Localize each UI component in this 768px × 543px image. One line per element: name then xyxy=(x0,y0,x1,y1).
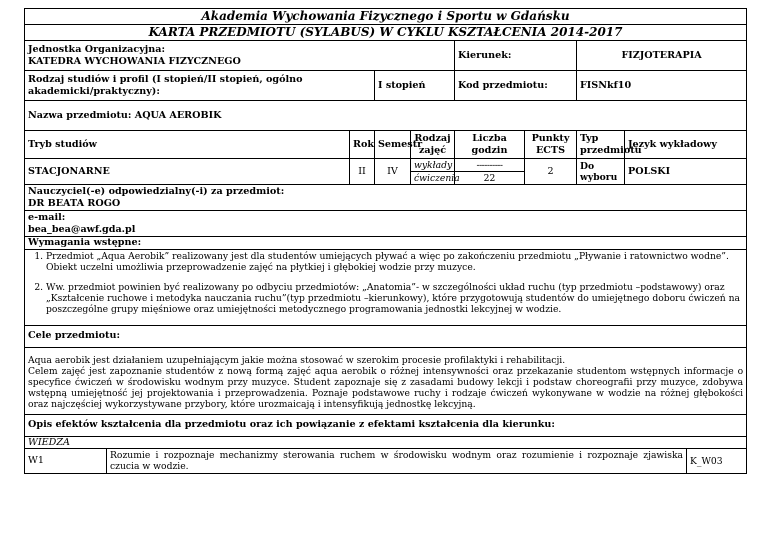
institution-title: Akademia Wychowania Fizycznego i Sportu w Gdańsku xyxy=(25,9,747,25)
col-hours: Liczba godzin xyxy=(455,131,525,159)
outcome-ref: K_W03 xyxy=(687,449,747,474)
unit-label: Jednostka Organizacyjna: xyxy=(28,44,166,55)
col-language: Język wykładowy xyxy=(625,131,747,159)
outcomes-label: Opis efektów kształcenia dla przedmiotu oraz ich powiązanie z efektami kształcenia dla kierunku: xyxy=(25,414,747,436)
teacher-label: Nauczyciel(-e) odpowiedzialny(-i) za przedmiot: xyxy=(28,186,285,197)
lecture-hours: ---------- xyxy=(455,159,525,172)
col-subject-type: Typ przedmiotu xyxy=(577,131,625,159)
exercise-label: ćwiczenia xyxy=(411,172,455,185)
ects-value: 2 xyxy=(525,159,577,185)
col-year: Rok xyxy=(350,131,375,159)
syllabus-sheet xyxy=(24,8,746,474)
direction-label: Kierunek: xyxy=(455,41,577,71)
goals-paragraph: Celem zajęć jest zapoznanie studentów z nową formą zajęć aqua aerobik o różnej intensywności oraz przekazanie studentom wstępnych informacje o specyfice ćwiczeń w środowisku wodnym przy muzyce. Student zapoznaje się z zasadami budowy lekcji i podstaw choreografii przy muzyce, zdobywa wstępną umiejętność jej projektowania i przeprowadzenia. Poznaje podstawowe ruchy i rodzaje ćwiczeń wykonywane w wodzie na różnej głębokości oraz najczęściej wykorzystywane przybory, które urozmaicają i intensyfikują jednostkę lekcyjną. xyxy=(28,365,744,410)
lecture-label: wykłady xyxy=(411,159,455,172)
code-label: Kod przedmiotu: xyxy=(455,71,577,101)
code-value: FISNkf10 xyxy=(577,71,747,101)
prerequisites-list xyxy=(28,251,743,316)
email-cell xyxy=(25,211,747,237)
syllabus-table xyxy=(24,8,747,474)
outcome-text: Rozumie i rozpoznaje mechanizmy sterowania ruchem w środowisku wodnym oraz rozumienie i rozpoznaje zjawiska czucia w wodzie. xyxy=(107,449,687,474)
col-semester: Semestr xyxy=(375,131,411,159)
prerequisites-cell xyxy=(25,249,747,325)
semester-value: IV xyxy=(375,159,411,185)
email-value[interactable]: bea_bea@awf.gda.pl xyxy=(28,223,136,235)
prerequisite-item: 1. Przedmiot „Aqua Aerobik” realizowany jest dla studentów umiejących pływać a więc po zakończeniu przedmiotu „Pływanie i ratownictwo wodne”. Obiekt uczelni umożliwia przeprowadzenie zajęć na płytkiej i głębokiej wodzie przy muzyce. xyxy=(46,251,743,273)
exercise-hours: 22 xyxy=(455,172,525,185)
unit-cell xyxy=(25,41,455,71)
goals-label: Cele przedmiotu: xyxy=(25,325,747,347)
teacher-name: DR BEATA ROGO xyxy=(28,197,121,209)
mode-value: STACJONARNE xyxy=(25,159,350,185)
prerequisite-item: 2. Ww. przedmiot powinien być realizowany po odbyciu przedmiotów: „Anatomia”- w szczególności układ ruchu (typ przedmiotu –podstawowy) oraz „Kształcenie ruchowe i metodyka nauczania ruchu”(typ przedmiotu –kierunkowy), które przygotowują studentów do umiejętnego doboru ćwiczeń na poszczególne grupy mięśniowe oraz umiejętności metodycznego programowania jednostki lekcyjnej w wodzie. xyxy=(46,282,743,316)
goals-line: Aqua aerobik jest działaniem uzupełniającym jakie można stosować w szerokim procesie profilaktyki i rehabilitacji. xyxy=(28,354,566,366)
year-value: II xyxy=(350,159,375,185)
direction-value: FIZJOTERAPIA xyxy=(577,41,747,71)
card-title: KARTA PRZEDMIOTU (SYLABUS) W CYKLU KSZTAŁCENIA 2014-2017 xyxy=(25,25,747,41)
subject-name: Nazwa przedmiotu: AQUA AEROBIK xyxy=(25,101,747,131)
goals-cell xyxy=(25,347,747,414)
prerequisites-label: Wymagania wstępne: xyxy=(25,237,747,250)
outcomes-category: WIEDZA xyxy=(25,436,747,449)
col-mode: Tryb studiów xyxy=(25,131,350,159)
email-label: e-mail: xyxy=(28,212,66,223)
unit-value: KATEDRA WYCHOWANIA FIZYCZNEGO xyxy=(28,55,241,67)
teacher-cell xyxy=(25,185,747,211)
col-ects: Punkty ECTS xyxy=(525,131,577,159)
subject-type-value: Do wyboru xyxy=(577,159,625,185)
studies-label: Rodzaj studiów i profil (I stopień/II stopień, ogólno akademicki/praktyczny): xyxy=(25,71,375,101)
col-class-type: Rodzaj zajęć xyxy=(411,131,455,159)
studies-level: I stopień xyxy=(375,71,455,101)
outcome-code: W1 xyxy=(25,449,107,474)
language-value: POLSKI xyxy=(625,159,747,185)
